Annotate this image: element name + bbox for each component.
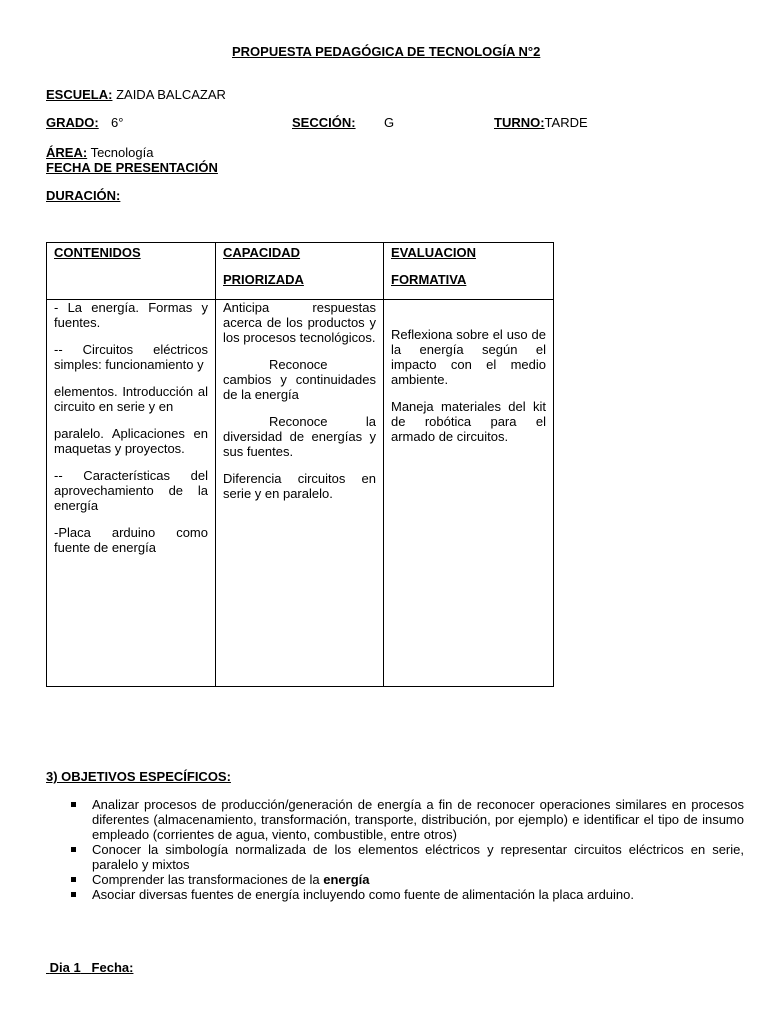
area-label: ÁREA: <box>46 145 88 160</box>
dia-row <box>46 960 133 975</box>
header-contenidos: CONTENIDOS <box>47 243 216 300</box>
objetivos-list <box>70 797 744 902</box>
turno-label: TURNO: <box>494 115 545 130</box>
header-capacidad: CAPACIDAD PRIORIZADA <box>216 243 384 300</box>
seccion-value: G <box>384 115 395 130</box>
capacidad-item: Anticipa respuestas acerca de los productos y los procesos tecnológicos. <box>223 300 376 345</box>
content-table <box>46 242 554 687</box>
grado-label: GRADO: <box>46 115 99 130</box>
capacidad-item: Diferencia circuitos en serie y en paralelo. <box>223 471 376 501</box>
turno-row <box>494 115 588 130</box>
duracion-label: DURACIÓN: <box>46 188 121 203</box>
header-evaluacion: EVALUACION FORMATIVA <box>384 243 554 300</box>
list-item: Asociar diversas fuentes de energía incluyendo como fuente de alimentación la placa arduino. <box>92 887 744 902</box>
table-header-row <box>47 243 554 300</box>
dia-label: Dia 1 <box>49 960 81 975</box>
cell-capacidad <box>216 300 384 687</box>
area-row <box>46 145 153 160</box>
contenido-item: -Placa arduino como fuente de energía <box>54 525 208 555</box>
fecha-presentacion-label: FECHA DE PRESENTACIÓN <box>46 160 218 175</box>
capacidad-item: Reconoce cambios y continuidades de la energía <box>223 357 376 402</box>
evaluacion-item: Reflexiona sobre el uso de la energía según el impacto con el medio ambiente. <box>391 327 546 387</box>
escuela-row <box>46 87 226 102</box>
fecha-label: Fecha: <box>91 960 134 975</box>
square-bullet-icon <box>71 847 76 852</box>
capacidad-item: Reconoce la diversidad de energías y sus fuentes. <box>223 414 376 459</box>
list-item: Conocer la simbología normalizada de los elementos eléctricos y representar circuitos eléctricos en serie, paralelo y mixtos <box>92 842 744 872</box>
square-bullet-icon <box>71 892 76 897</box>
contenido-item: elementos. Introducción al circuito en serie y en <box>54 384 208 414</box>
cell-contenidos <box>47 300 216 687</box>
area-value: Tecnología <box>90 145 154 160</box>
contenido-item: -- Características del aprovechamiento de la energía <box>54 468 208 513</box>
turno-value: TARDE <box>544 115 588 130</box>
page-title: PROPUESTA PEDAGÓGICA DE TECNOLOGÍA N°2 <box>232 44 541 59</box>
list-item: Analizar procesos de producción/generación de energía a fin de reconocer operaciones similares en procesos diferentes (almacenamiento, transformación, transporte, distribución, por ejemplo) e identificar el tipo de insumo empleado (corrientes de agua, viento, combustible, entre otros) <box>92 797 744 842</box>
square-bullet-icon <box>71 802 76 807</box>
contenido-item: paralelo. Aplicaciones en maquetas y proyectos. <box>54 426 208 456</box>
contenido-item: - La energía. Formas y fuentes. <box>54 300 208 330</box>
evaluacion-item: Maneja materiales del kit de robótica para el armado de circuitos. <box>391 399 546 444</box>
escuela-value: ZAIDA BALCAZAR <box>116 87 226 102</box>
list-item: Comprender las transformaciones de la energía <box>92 872 744 887</box>
escuela-label: ESCUELA: <box>46 87 113 102</box>
square-bullet-icon <box>71 877 76 882</box>
seccion-label: SECCIÓN: <box>292 115 356 130</box>
cell-evaluacion <box>384 300 554 687</box>
objetivos-title: 3) OBJETIVOS ESPECÍFICOS: <box>46 769 231 784</box>
table-body-row <box>47 300 554 687</box>
contenido-item: -- Circuitos eléctricos simples: funcionamiento y <box>54 342 208 372</box>
grado-value: 6° <box>111 115 124 130</box>
